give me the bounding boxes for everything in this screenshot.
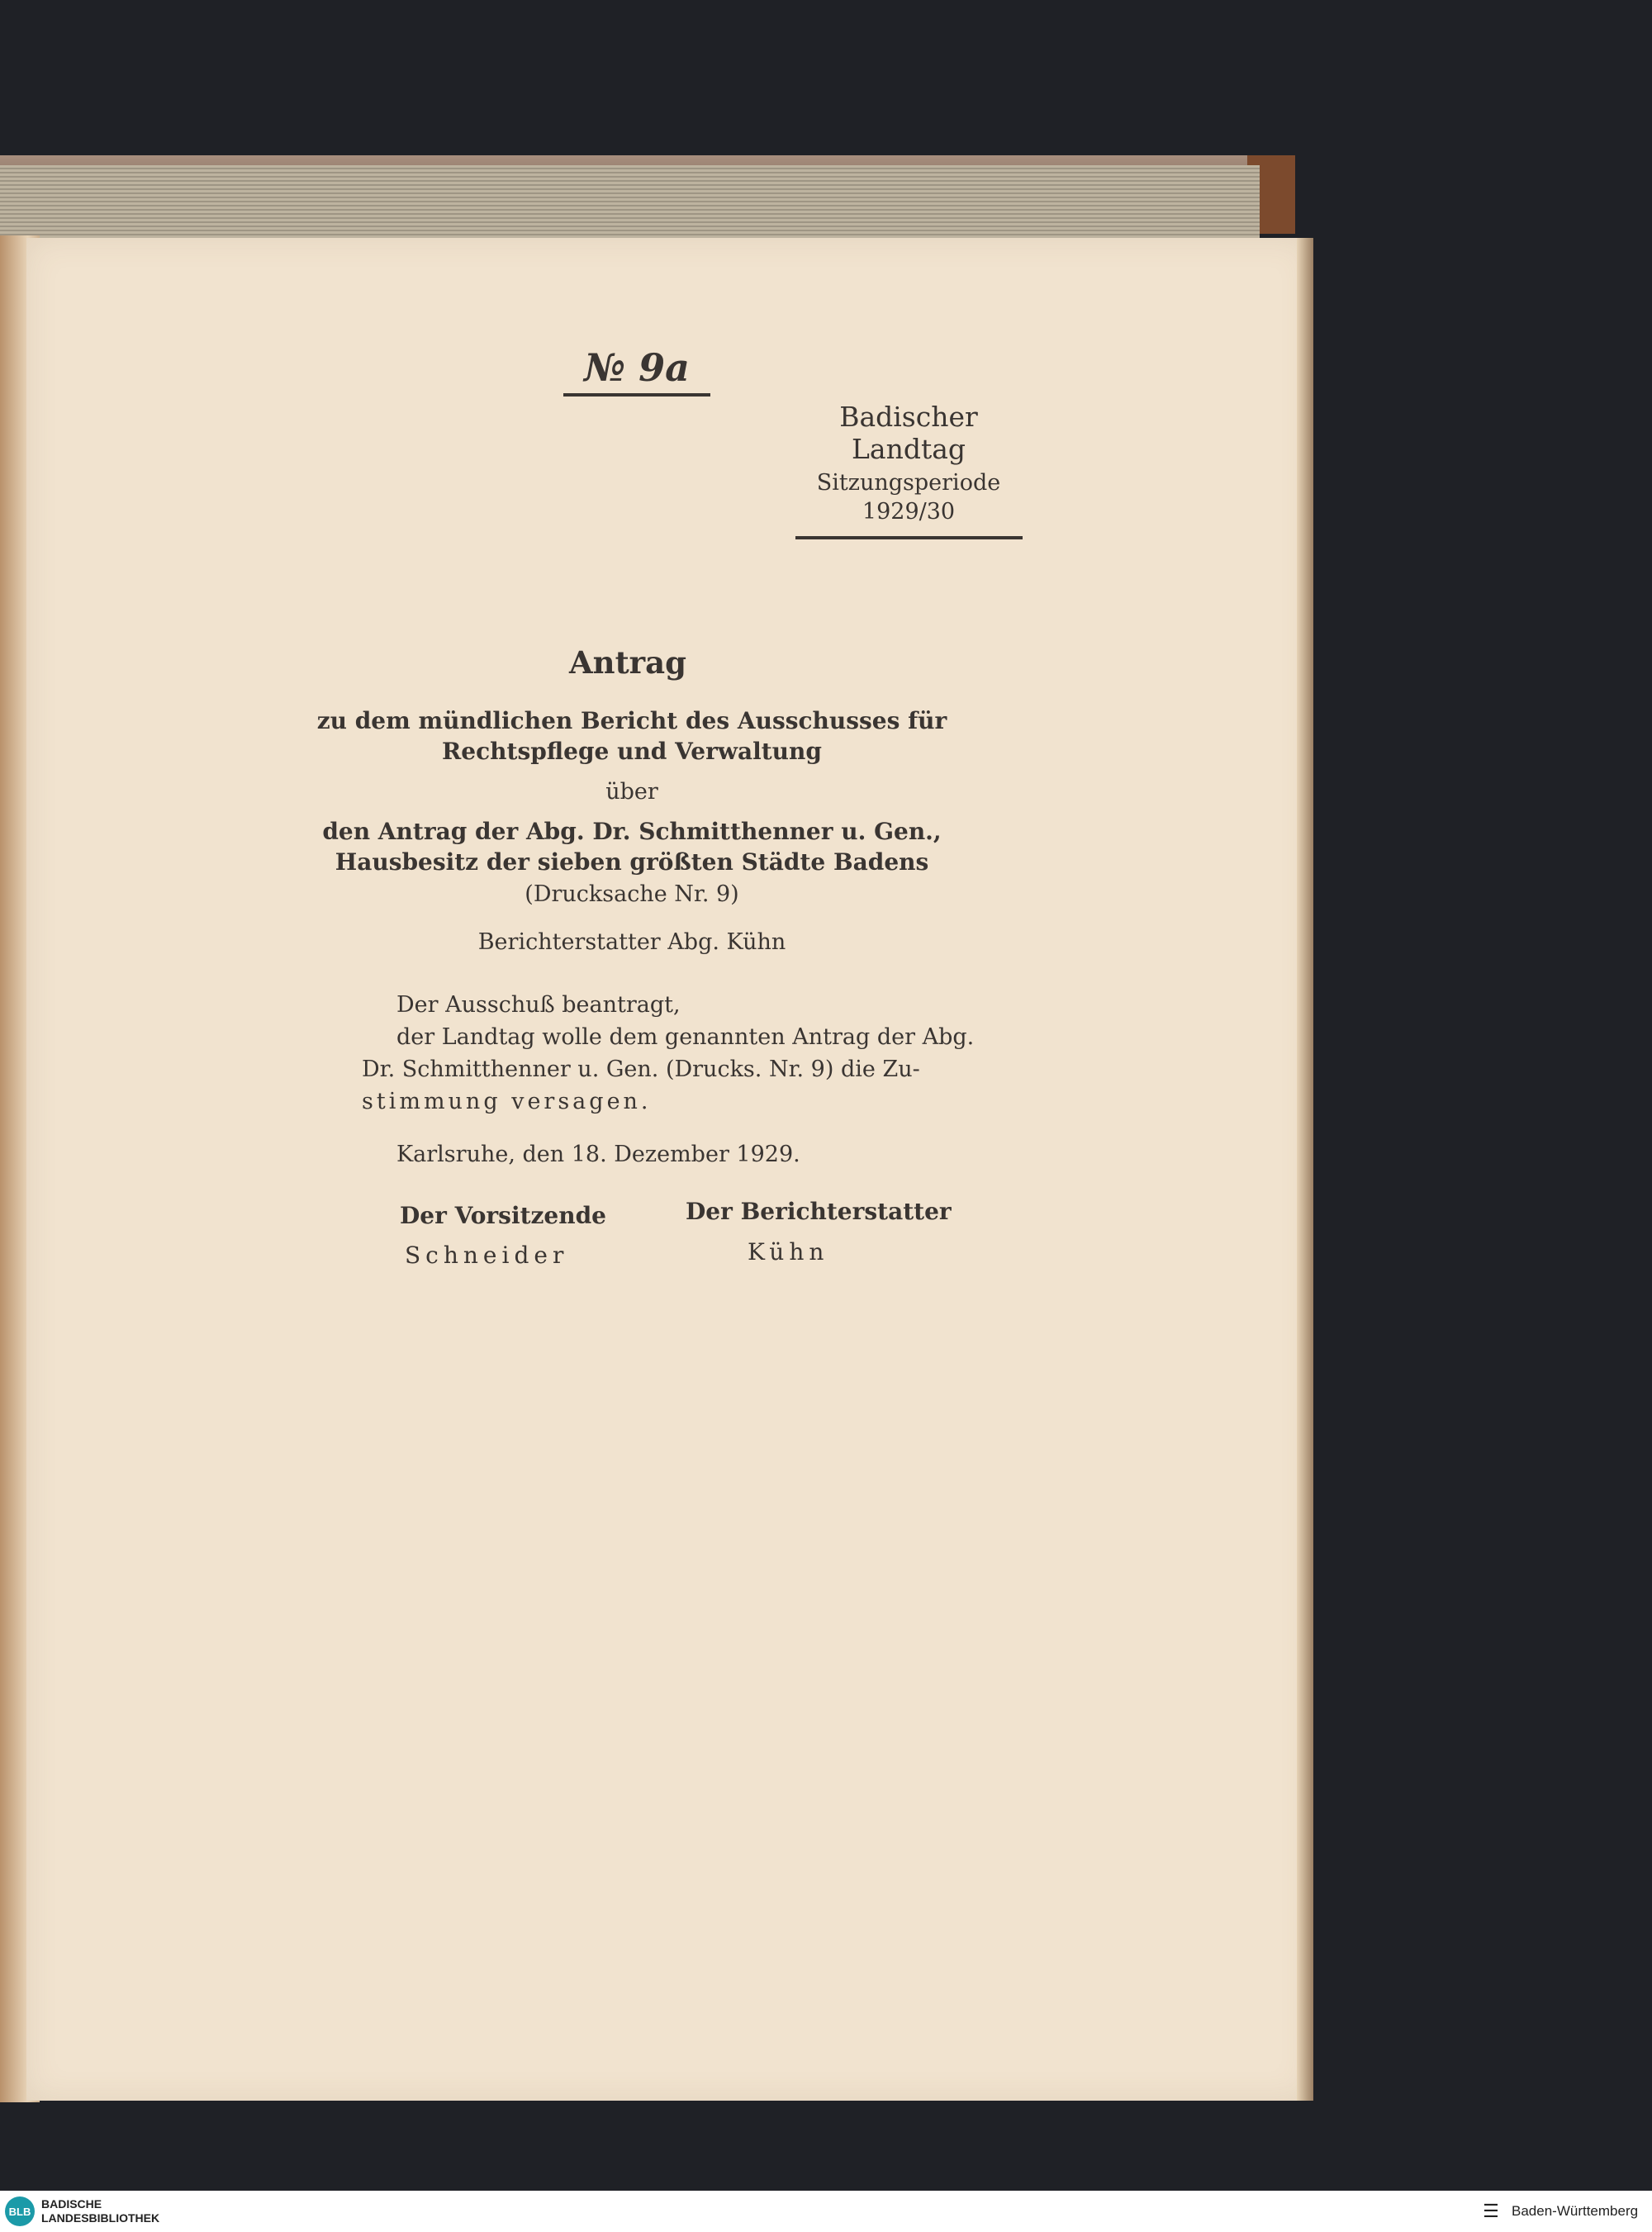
header-rule (795, 536, 1023, 539)
subtitle-line: über (605, 779, 658, 805)
reporter-label: Der Berichterstatter (686, 1198, 952, 1225)
reporter-name: Kühn (748, 1238, 829, 1266)
library-name (41, 2197, 159, 2225)
footer-bar (0, 2191, 1652, 2232)
session-header (785, 401, 1032, 539)
session-years: 1929/30 (862, 499, 956, 525)
page-edge-shadow (1297, 238, 1313, 2101)
coat-of-arms-icon: ☰ (1483, 2201, 1499, 2221)
page-stack-edge (0, 165, 1260, 240)
session-label: Sitzungsperiode (816, 470, 1001, 496)
body-line: Der Ausschuß beantragt, (396, 992, 681, 1018)
library-logo-icon[interactable]: BLB (5, 2196, 35, 2226)
place-date: Karlsruhe, den 18. Dezember 1929. (396, 1142, 800, 1167)
subtitle-line: den Antrag der Abg. Dr. Schmitthenner u. Gen., (322, 818, 942, 845)
body-line: Dr. Schmitthenner u. Gen. (Drucks. Nr. 9) die Zu- (362, 1057, 920, 1082)
chairman-name: Schneider (405, 1242, 569, 1269)
subtitle-line: Rechtspflege und Verwaltung (442, 738, 822, 765)
library-name-line: BADISCHE (41, 2197, 102, 2211)
chairman-label: Der Vorsitzende (400, 1202, 606, 1229)
document-number: № 9a (563, 345, 710, 397)
subtitle-line: (Drucksache Nr. 9) (525, 881, 739, 907)
subtitle-line: zu dem mündlichen Bericht des Ausschusses für (316, 707, 947, 734)
parliament-title: Badischer Landtag (839, 401, 978, 465)
body-line: stimmung versagen. (362, 1089, 652, 1114)
subtitle-line: Hausbesitz der sieben größten Städte Badens (335, 848, 929, 876)
state-name[interactable]: Baden-Württemberg (1512, 2203, 1639, 2219)
reporter-line: Berichterstatter Abg. Kühn (477, 929, 786, 955)
document-title: Antrag (568, 644, 687, 681)
body-line: der Landtag wolle dem genannten Antrag der Abg. (396, 1024, 975, 1050)
library-name-line: LANDESBIBLIOTHEK (41, 2211, 160, 2225)
